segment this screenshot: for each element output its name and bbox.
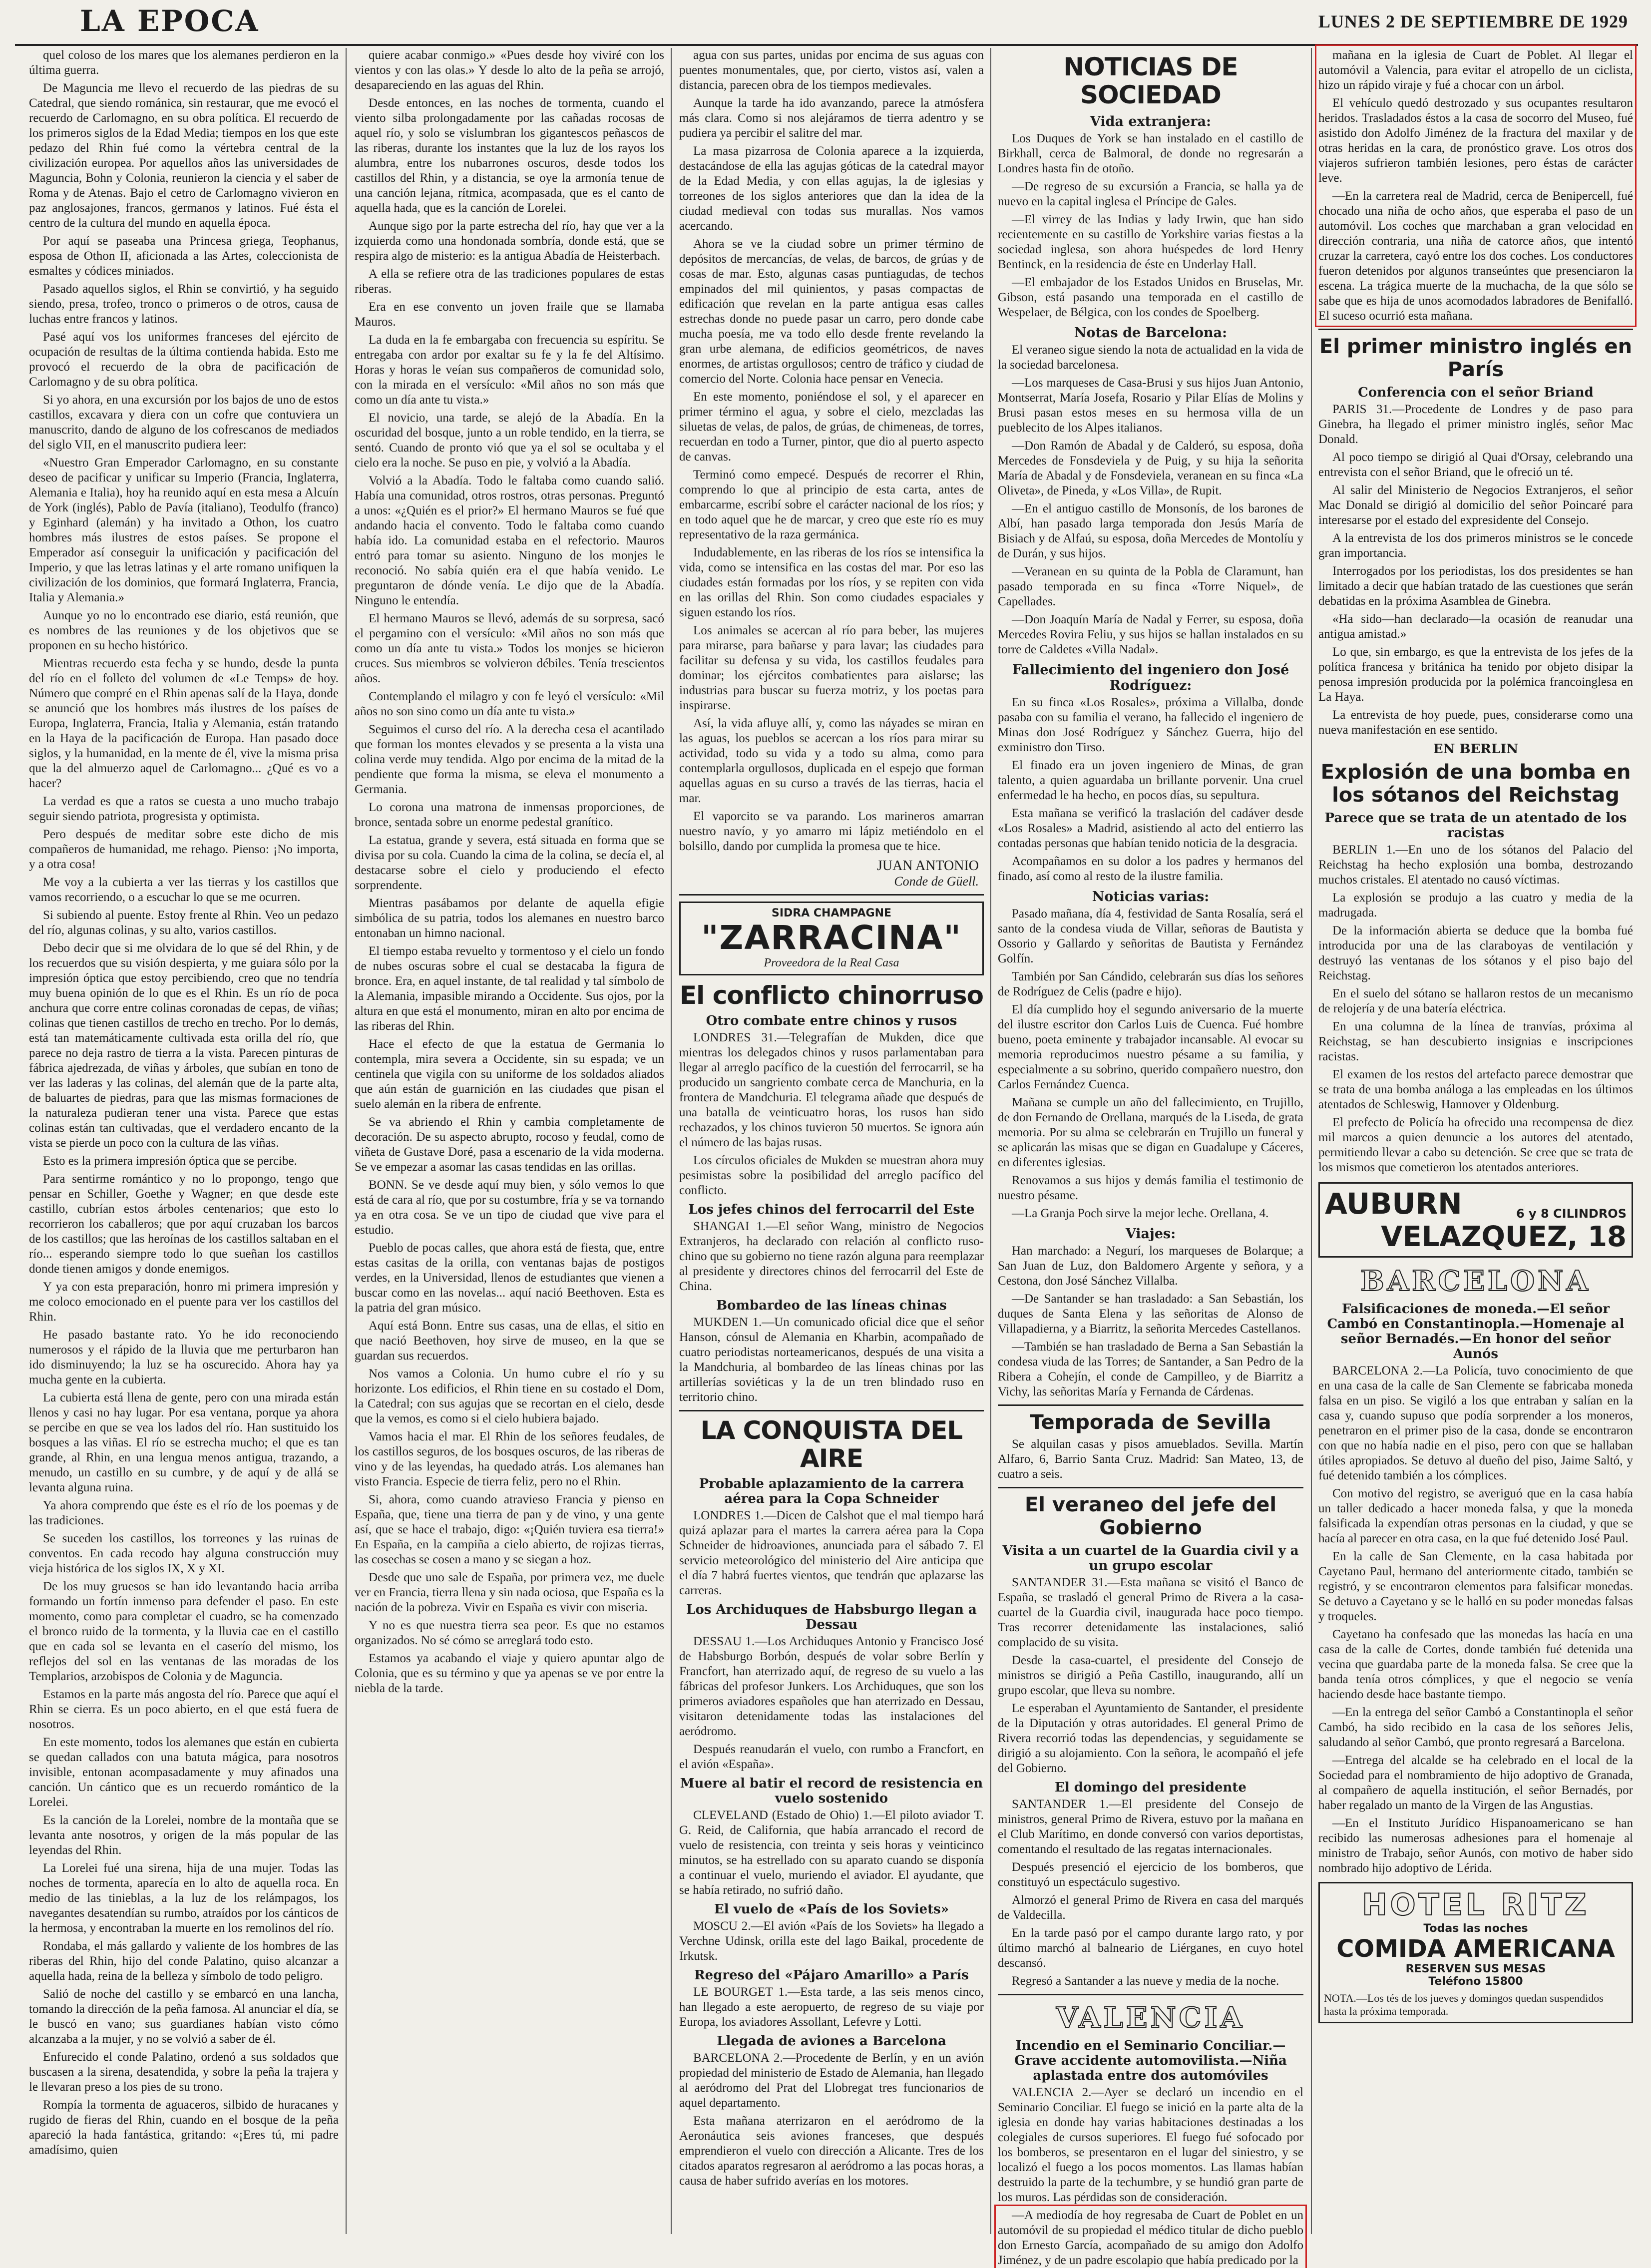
headline-temporada-de-sevilla: Temporada de Sevilla — [1030, 1411, 1271, 1434]
paragraph: Si yo ahora, en una excursión por los bajos de uno de estos castillos, excavara y diera con un cofre que contuviera un manuscrito, dando de alguno de los cofrescanos de mediados del siglo VII, en el manuscrito pudiera leer: — [29, 393, 339, 452]
paragraph: Al salir del Ministerio de Negocios Extranjeros, el señor Mac Donald se dirigió al domicilio del señor Poincaré para interesarse por el estado del expresidente del Consejo. — [1318, 483, 1633, 527]
paragraph: Seguimos el curso del río. A la derecha cesa el acantilado que forman los montes elevados y se presenta a la vista una colina verde muy tendida. Algo por encima de la mitad de la pendiente que forma la misma, se eleva el monumento a Germania. — [355, 723, 664, 796]
author-title: Conde de Güell. — [894, 874, 979, 889]
issue-date: LUNES 2 DE SEPTIEMBRE DE 1929 — [1318, 11, 1628, 31]
rhin-article-part3 — [679, 48, 984, 854]
subheadline: Llegada de aviones a Barcelona — [717, 2034, 946, 2049]
sociedad-paragraphs-3 — [998, 695, 1303, 884]
paragraph: En este momento, todos los alemanes que están en cubierta se quedan callados con una batuta mágica, para nosotros invisible, entonan acompasadamente y muy afinados una canción. Un cántico que es un recuerdo romántico de la Lorelei. — [29, 1736, 339, 1809]
paragraph: quel coloso de los mares que los alemanes perdieron en la última guerra. — [29, 48, 339, 77]
column-rule — [990, 48, 991, 2234]
paragraph: El prefecto de Policía ha ofrecido una recompensa de diez mil marcos a quien denuncie a los autores del atentado, permitiendo llevar a cabo su detención. Se cree que se trata de los mismos que cometieron los atentados anteriores. — [1318, 1116, 1633, 1174]
paragraph: Vamos hacia el mar. El Rhin de los señores feudales, de los castillos seguros, de los bosques oscuros, de las riberas de vino y de las leyendas, ha quedado atrás. Los alemanes han visto Francia. Especie de tierra feliz, pero no el Rhin. — [355, 1430, 664, 1488]
paragraph: Aunque yo no lo encontrado ese diario, está reunión, que es nombres de las reuniones y de los objetivos que se proponen en su hecho histórico. — [29, 609, 339, 652]
paragraph: Almorzó el general Primo de Rivera en casa del marqués de Valdecilla. — [998, 1893, 1303, 1922]
paragraph: En la tarde pasó por el campo durante largo rato, y por último marchó al balneario de Liérganes, en cuyo hotel descansó. — [998, 1926, 1303, 1970]
subheadline: Los jefes chinos del ferrocarril del Este — [688, 1202, 975, 1217]
subheadline: Viajes: — [1125, 1226, 1176, 1242]
paragraph: La cubierta está llena de gente, pero con una mirada están llenos y casi no hay lugar. Por esa ventana, porque ya ahora se percibe en que se vea los lados del río. Han sustituido los bosques a las viñas. El río se estrecha mucho; el que es tan grande, al Rhin, en una lengua menos antigua, trazando, a menudo, un castillo en su cumbre, y de aquí y de allá se levanta alguna ruina. — [29, 1391, 339, 1494]
paragraph: Desde entonces, en las noches de tormenta, cuando el viento silba prolongadamente por las cañadas rocosas de aquel río, y solo se vislumbran los gigantescos peñascos de las riberas, durante los instantes que la luz de los rayos los alumbra, entre los nubarrones oscuros, desde todos los castillos del Rhin, y a distancia, se oye la armonía tenue de una canción lejana, rítmica, acompasada, que es el canto de aquella hada, que es la canción de Lorelei. — [355, 96, 664, 215]
paragraph: El hermano Mauros se llevó, además de su sorpresa, sacó el pergamino con el versículo: «Mil años no son más que como un día ante tu vista.» Todos los monjes se hicieron cruces. Sus miembros se volvieron débiles. Tenía trescientos años. — [355, 612, 664, 685]
headline-noticias-de-sociedad: NOTICIAS DE SOCIEDAD — [1063, 52, 1238, 109]
paragraph: A la entrevista de los dos primeros ministros se le concede gran importancia. — [1318, 531, 1633, 560]
aire-paragraphs-3 — [679, 1808, 984, 1898]
valencia-paragraphs — [998, 2085, 1303, 2205]
paragraph: Mientras recuerdo esta fecha y se hundo, desde la punta del río en el folleto del volumen de «Le Temps» de hoy. Número que compré en el Rhin apenas salí de la Haya, donde se anunció que los hombres más ilustres de los países de Europa, Inglaterra, Francia, Italia y Alemania, están tratando en la Haya de la pacificación de Europa. Han pasado doce siglos, y la humanidad, en la mente de él, vive la misma prisa que la del almuerzo aquel de Carlomagno... ¿Qué es vo a hacer? — [29, 657, 339, 790]
paragraph: BERLIN 1.—En uno de los sótanos del Palacio del Reichstag ha hecho explosión una bomba, destrozando muchos cristales. El atentado no causó víctimas. — [1318, 843, 1633, 887]
veraneo-paragraphs-2 — [998, 1797, 1303, 1989]
rhin-article-part1 — [29, 48, 339, 2158]
paragraph: Se suceden los castillos, los torreones y las ruinas de conventos. En cada recodo hay alguna construcción muy vieja histórica de los siglos IX, X y XI. — [29, 1532, 339, 1575]
hotel-ritz-ad — [1318, 1882, 1633, 2023]
paragraph: El novicio, una tarde, se alejó de la Abadía. En la oscuridad del bosque, junto a un roble tendido, en la tierra, se sentó. Cuando de pronto vió que ya el sol se ocultaba y el cielo era la noche. Se puso en pie, y volvió a la Abadía. — [355, 411, 664, 469]
divider — [998, 1404, 1303, 1406]
aire-paragraphs-2 — [679, 1634, 984, 1772]
rhin-article-part2 — [355, 48, 664, 1696]
chino-paragraphs-3 — [679, 1315, 984, 1405]
veraneo-paragraphs — [998, 1575, 1303, 1776]
paragraph: Al poco tiempo se dirigió al Quai d'Orsay, celebrando una entrevista con el señor Briand, que le ofreció un té. — [1318, 451, 1633, 479]
headline-explosion-reichstag: Explosión de una bomba en los sótanos del Reichstag — [1320, 761, 1631, 807]
paragraph: —En el Instituto Jurídico Hispanoamericano se han recibido las numerosas adhesiones para el homenaje al ministro de Trabajo, señor Aunós, con motivo de haber sido nombrado hijo adoptivo de Lérida. — [1318, 1816, 1633, 1875]
ad-address: VELAZQUEZ, 18 — [1381, 1221, 1627, 1253]
paragraph: Pasé aquí vos los uniformes franceses del ejército de ocupación de resultas de la última contienda habida. Esto me provocó el recuerdo de la obra de pacificación de Carlomagno y de su obra política. — [29, 330, 339, 389]
paragraph: En su finca «Los Rosales», próxima a Villalba, donde pasaba con su familia el verano, ha fallecido el ingeniero de Minas don José Rodríguez y Sánchez Guerra, hijo del exministro don Tirso. — [998, 696, 1303, 754]
paragraph: El examen de los restos del artefacto parece demostrar que se trata de una bomba análoga a las empleadas en los últimos atentados de Schleswig, Hannover y Oldenburg. — [1318, 1068, 1633, 1111]
paragraph: Aquí está Bonn. Entre sus casas, una de ellas, el sitio en que nació Beethoven, hoy sirve de museo, en la que se guardan sus recuerdos. — [355, 1319, 664, 1362]
paragraph: Los animales se acercan al río para beber, las mujeres para mirarse, para bañarse y para lavar; las ciudades para facilitar su defensa y su vida, los castillos feudales para dominar; los ejércitos combatientes para aislarse; las industrias para buscar su fuerza motriz, y los poetas para inspirarse. — [679, 624, 984, 712]
paragraph: Le esperaban el Ayuntamiento de Santander, el presidente de la Diputación y otras autoridades. El general Primo de Rivera recorrió todas las dependencias, y seguidamente se dirigió a su alojamiento. Con la señora, le acompañó el jefe del Gobierno. — [998, 1702, 1303, 1775]
paragraph: «Ha sido—han declarado—la ocasión de reanudar una antigua amistad.» — [1318, 612, 1633, 641]
paragraph: Regresó a Santander a las nueve y media de la noche. — [1012, 1974, 1279, 1988]
paragraph: Esto es la primera impresión óptica que se percibe. — [43, 1154, 297, 1168]
paragraph: Lo corona una matrona de inmensas proporciones, de bronce, sentada sobre un enorme pedestal granítico. — [355, 801, 664, 829]
subheadline: Falsificaciones de moneda.—El señor Cambó en Constantinopla.—Homenaje al señor Bernadés.—En honor del señor Aunós — [1327, 1302, 1625, 1361]
paragraph: En este momento, poniéndose el sol, y el aparecer en primer término el agua, y sobre el cielo, mezcladas las siluetas de velas, de palos, de grúas, de chimeneas, de torres, recuerdan en todo a Turner, pintor, que dio al puerto aspecto de canvas. — [679, 390, 984, 463]
subheadline: Parece que se trata de un atentado de los racistas — [1324, 811, 1627, 841]
paragraph: Rompía la tormenta de aguaceros, silbido de huracanes y rugido de fieras del Rhin, cuando en el bosque de la peña apareció la hada fantástica, gritando: «¡Eres tú, mi padre amadísimo, quien — [29, 2098, 339, 2157]
paragraph: El día cumplido hoy el segundo aniversario de la muerte del ilustre escritor don Carlos Luis de Cuenca. Fué hombre bueno, poeta eminente y trabajador incansable. Al evocar su memoria reproducimos nuestro pésame a su familia, y especialmente a su sobrino, querido compañero nuestro, don Carlos Fernández Cuenca. — [998, 1003, 1303, 1091]
paragraph: Indudablemente, en las riberas de los ríos se intensifica la vida, como se intensifica en las costas del mar. Por eso las ciudades están formadas por los ríos, y se repiten con vida en las orillas del Rhin. Son como ciudades espaciales y siguen estando los ríos. — [679, 546, 984, 619]
paragraph: Debo decir que si me olvidara de lo que sé del Rhin, y de los recuerdos que su visión despierta, y me guiara sólo por la impresión óptica que estoy percibiendo, creo que no tendría muy buena opinión de lo que es el Rhin. Es un río de poca anchura que corre entre colinas coronadas de cepas, de viñas; colinas que tienen castillos de trecho en trecho. Por lo demás, está tan matemáticamente cultivada esta orilla del río, que parece no deja rastro de tierra a la vista. Parecen pinturas de fábrica ajedrezada, de viñas y árboles, que subían en tono de ver las laderas y las colinas, del alemán que de la parte alta, de baluartes de piedras, para que las mismas formaciones de la naturaleza pudieran tener una vista. Parece que estas colinas están tan cultivadas, que el verdadero encanto de la vista se pierde un poco con la cultura de las viñas. — [29, 941, 339, 1150]
headline-conflicto-chinorruso: El conflicto chinorruso — [680, 981, 983, 1010]
paragraph: En la calle de San Clemente, en la casa habitada por Cayetano Paul, hermano del anteriormente citado, también se registró, y se encontraron elementos para falsificar monedas. Se detuvo a Cayetano y se le halló en su poder monedas falsas y troqueles. — [1318, 1550, 1633, 1623]
ad-subline: Proveedora de la Real Casa — [764, 956, 899, 969]
paragraph: Si subiendo al puente. Estoy frente al Rhin. Veo un pedazo del río, algunas colinas, y su alto, varios castillos. — [29, 908, 339, 937]
paragraph: Y ya con esta preparación, honro mi primera impresión y me coloco emocionado en el puente para ver los castillos del Rhin. — [29, 1280, 339, 1324]
paragraph: —Entrega del alcalde se ha celebrado en el local de la Sociedad para el nombramiento de hijo adoptivo de Granada, al compañero de aquella institución, el señor Bernadés, por haber regalado un manto de la Virgen de las Angustias. — [1318, 1754, 1633, 1812]
sociedad-paragraphs-5 — [998, 1244, 1303, 1399]
subheadline: Conferencia con el señor Briand — [1358, 385, 1594, 400]
paragraph: PARIS 31.—Procedente de Londres y de paso para Ginebra, ha llegado el primer ministro inglés, señor Mac Donald. — [1318, 403, 1633, 446]
paragraph: En el suelo del sótano se hallaron restos de un mecanismo de relojería y de una batería eléctrica. — [1318, 987, 1633, 1015]
paragraph: Con motivo del registro, se averiguó que en la casa había un taller dedicado a hacer moneda falsa, y que la moneda falsificada la expendían otras personas en la ciudad, y que se hacía al parecer en otra casa, en la que fué detenido José Paul. — [1318, 1487, 1633, 1545]
paragraph: Salió de noche del castillo y se embarcó en una lancha, tomando la dirección de la peña famosa. Al anunciar el día, se le buscó en vano; sus guardianes habían visto cómo alcanzaba a la mujer, y no se volvió a saber de él. — [29, 1987, 339, 2046]
column-1 — [29, 48, 339, 2234]
valencia-accident-continuation — [1318, 48, 1633, 324]
subheadline: Otro combate entre chinos y rusos — [706, 1013, 957, 1028]
paragraph: Pasado aquellos siglos, el Rhin se convirtió, y ha seguido siendo, presa, trofeo, tronco o primeros o de otros, causa de luchas entre francos y latinos. — [29, 282, 339, 326]
paragraph: Cayetano ha confesado que las monedas las hacía en una casa de la calle de Cortes, donde también fué detenida una vecina que guardaba parte de la moneda falsa. Se cree que la banda tenía otros cómplices, y que el negocio se venía haciendo desde hace bastante tiempo. — [1318, 1628, 1633, 1701]
author-name: JUAN ANTONIO — [876, 858, 979, 874]
headline-primer-ministro-ingles: El primer ministro inglés en París — [1319, 335, 1633, 381]
paragraph: Los Duques de York se han instalado en el castillo de Birkhall, cerca de Balmoral, de donde no regresarán a Londres hasta fin de otoño. — [998, 132, 1303, 175]
paragraph: El vehículo quedó destrozado y sus ocupantes resultaron heridos. Trasladados éstos a la casa de socorro del Museo, fué asistido don Adolfo Jiménez de la fractura del maxilar y de otras heridas en la cara, de pronóstico grave. Los otros dos viajeros sufrieron también lesiones, pero éstas de carácter leve. — [1318, 96, 1633, 185]
divider — [679, 894, 984, 896]
subheadline: Notas de Barcelona: — [1074, 325, 1228, 341]
column-rule — [346, 48, 347, 2234]
aire-paragraphs-5 — [679, 1985, 984, 2030]
paragraph: Desde la casa-cuartel, el presidente del Consejo de ministros se dirigió a Peña Castillo, inaugurando, allí un grupo escolar, que lleva su nombre. — [998, 1654, 1303, 1697]
subheadline: Fallecimiento del ingeniero don José Rodríguez: — [1012, 662, 1289, 693]
aire-paragraphs — [679, 1508, 984, 1598]
paragraph: La duda en la fe embargaba con frecuencia su espíritu. Se entregaba con ardor por exaltar su fe y la fe del Altísimo. Horas y horas le veían sus compañeros de comunidad solo, con la mirada en el versículo: «Mil años no son más que como un día ante tu vista.» — [355, 333, 664, 407]
paragraph: Después presenció el ejercicio de los bomberos, que constituyó un espectáculo sugestivo. — [998, 1860, 1303, 1889]
article-signature — [679, 858, 979, 889]
paragraph: «Nuestro Gran Emperador Carlomagno, en su constante deseo de pacificar y unificar su Imperio (Francia, Inglaterra, Alemania e Italia), hoy ha reunido aquí en esta mesa a Alcuín de York (inglés), Pablo de Pavía (italiano), Teodulfo (franco) y Eginhard (alemán) y ha invitado a Othon, los cuatro hombres más ilustres de estos países. Se propone el Emperador así conseguir la unificación y pacificación del Imperio, y que las letras latinas y el arte romano unifiquen la civilización de los dominios, que formará Inglaterra, Francia, Italia y Alemania.» — [29, 456, 339, 604]
paragraph: Acompañamos en su dolor a los padres y hermanos del finado, así como al resto de la ilustre familia. — [998, 855, 1303, 883]
headline-conquista-del-aire: LA CONQUISTA DEL AIRE — [700, 1416, 963, 1473]
chino-paragraphs-2 — [679, 1219, 984, 1294]
paragraph: Desde que uno sale de España, por primera vez, me duele ver en Francia, tierra llena y sin nada ociosa, que España es la nación de la pobreza. Vivir en España es vivir con miseria. — [355, 1571, 664, 1614]
headline-valencia: VALENCIA — [1056, 2001, 1245, 2034]
paragraph: Es la canción de la Lorelei, nombre de la montaña que se levanta ante nosotros, y origen de la más popular de las leyendas del Rhin. — [29, 1814, 339, 1857]
paragraph: Interrogados por los periodistas, los dos presidentes se han limitado a decir que habían tratado de las cuestiones que serán debatidas en la próxima Asamblea de Ginebra. — [1318, 564, 1633, 608]
paragraph: LONDRES 31.—Telegrafían de Mukden, dice que mientras los delegados chinos y rusos parlamentaban para llegar al arreglo pacífico de la cuestión del ferrocarril, se ha producido un sangriento combate cerca de Manchuria, en la frontera de Mandchuria. El telegrama añade que después de una batalla de veinticuatro horas, los rusos han sido rechazados, y los chinos tuvieron 50 muertos. Se ignora aún el número de las bajas rusas. — [679, 1031, 984, 1149]
divider — [998, 1994, 1303, 1995]
hotel-menu: COMIDA AMERICANA — [1336, 1935, 1615, 1963]
paragraph: A ella se refiere otra de las tradiciones populares de estas riberas. — [355, 267, 664, 296]
paragraph: Lo que, sin embargo, es que la entrevista de los jefes de la política francesa y británica ha tenido por objeto disipar la penosa impresión producida por la polémica francoinglesa en La Haya. — [1318, 645, 1633, 704]
paragraph: Han marchado: a Negurí, los marqueses de Bolarque; a San Juan de Luz, don Baldomero Argente y señora, y a Cestona, don José Sánchez Villalba. — [998, 1244, 1303, 1288]
headline-veraneo-jefe-gobierno: El veraneo del jefe del Gobierno — [1024, 1493, 1277, 1539]
subheadline: Probable aplazamiento de la carrera aérea para la Copa Schneider — [699, 1476, 964, 1506]
subheadline: Visita a un cuartel de la Guardia civil y a un grupo escolar — [1002, 1543, 1299, 1573]
paragraph: —También se han trasladado de Berna a San Sebastián la condesa viuda de las Torres; de Santander, a San Pedro de la Ribera a Cohejín, el conde de Campilleo, y de Biarritz a Vichy, las señoritas María y Fernanda de Cárdenas. — [998, 1340, 1303, 1398]
paragraph: Así, la vida afluye allí, y, como las náyades se miran en las aguas, los pueblos se acercan a los ríos para mirar su actividad, todo su vida y a todo su alma, como para contemplarla orgullosos, duplicada en el espejo que forman aquellas aguas en su curso a través de las tierras, hacia el mar. — [679, 717, 984, 805]
aire-paragraphs-6 — [679, 2051, 984, 2189]
column-rule — [1311, 48, 1312, 2234]
paragraph: —Don Ramón de Abadal y de Calderó, su esposa, doña Mercedes de Fonsdeviela y de Puig, y su hija la señorita María de Abadal y de Fonsdeviela, veranean en su finca «La Oliveta», de Pineda, y «Los Villa», de Rupit. — [998, 439, 1303, 497]
subheadline: Bombardeo de las líneas chinas — [716, 1298, 947, 1313]
paragraph: Y no es que nuestra tierra sea peor. Es que no estamos organizados. No sé cómo se arreglará todo esto. — [355, 1619, 664, 1647]
ad-brand: AUBURN — [1325, 1187, 1462, 1221]
paragraph: —La Granja Poch sirve la mejor leche. Orellana, 4. — [1012, 1207, 1269, 1220]
paragraph: SANTANDER 1.—El presidente del Consejo de ministros, general Primo de Rivera, estuvo por la mañana en el Club Marítimo, en donde conversó con varios deportistas, comentando el resultado de las regatas internacionales. — [998, 1798, 1303, 1856]
paragraph: Volvió a la Abadía. Todo le faltaba como cuando salió. Había una comunidad, otros rostros, otras personas. Preguntó a unos: «¿Quién es el prior?» El hermano Mauros se fué que andando hacia el convento. Todo le faltaba como cuando había ido. La comunidad estaba en el refectorio. Mauros entró para tomar su asiento. Ninguno de los monjes le reconoció. No sabía quién era el que había venido. Le preguntaron de dónde venía. Le dijo que de la Abadía. Ninguno le entendía. — [355, 474, 664, 607]
paragraph: La Lorelei fué una sirena, hija de una mujer. Todas las noches de tormenta, aparecía en lo alto de aquella roca. En medio de las tinieblas, a la luz de los relámpagos, los navegantes desatendían su rumbo, atraídos por los cánticos de la hermosa, y encontraban la muerte en los remolinos del río. — [29, 1861, 339, 1935]
paragraph: Ahora se ve la ciudad sobre un primer término de depósitos de mercancías, de velas, de barcos, de grúas y de cosas de mar. Esto, algunas casas puntiagudas, de techos empinados del mil quinientos, y pasas compactas de edificación que revelan en la parte antigua esas calles estrechas donde no puede pasar un carro, pero donde cabe mucha poesía, me va todo ello desde frente revelando la gran urbe alemana, de edificios geométricos, de naves enormes, de artistas orgullosos; centro de tráfico y ciudad de comercio del Norte. Colonia hace pensar en Venecia. — [679, 237, 984, 386]
paragraph: —El virrey de las Indias y lady Irwin, que han sido recientemente en su castillo de Yorkshire varias fiestas a la sociedad inglesa, son ahora huéspedes de lord Henry Bentinck, en la residencia de éste en Underlay Hall. — [998, 213, 1303, 271]
aire-paragraphs-4 — [679, 1919, 984, 1964]
subheadline: Vida extranjera: — [1090, 114, 1212, 129]
subheadline: El vuelo de «País de los Soviets» — [714, 1902, 949, 1917]
headline-barcelona: BARCELONA — [1360, 1265, 1591, 1298]
divider — [1318, 329, 1633, 330]
paragraph: —De Santander se han trasladado: a San Sebastián, los duques de Santa Elena y las señoritas de Alonso de Villapadierna, y a Biarritz, la señorita Mercedes Castellanos. — [998, 1292, 1303, 1336]
paragraph: VALENCIA 2.—Ayer se declaró un incendio en el Seminario Conciliar. El fuego se inició en la parte alta de la iglesia en donde hay varias habitaciones destinadas a los colegiales de cursos superiores. El fuego fué sofocado por los bomberos, se presentaron en el lugar del siniestro, y se localizó el fuego a los pocos momentos. Las llamas habían destruido la parte de la techumbre, y se hundió gran parte de los muros. Las pérdidas son de consideración. — [998, 2086, 1303, 2204]
paragraph: —Los marqueses de Casa-Brusi y sus hijos Juan Antonio, Montserrat, María Josefa, Rosario y Pilar Elías de Molins y Brusi pasan estos meses en su hermosa villa de un pueblecito de los Alpes italianos. — [998, 376, 1303, 435]
paragraph: En una columna de la línea de tranvías, próxima al Reichstag, se han descubierto insignias e inscripciones racistas. — [1318, 1020, 1633, 1063]
paragraph: DESSAU 1.—Los Archiduques Antonio y Francisco José de Habsburgo Borbón, después de volar sobre Berlín y Francfort, han aterrizado aquí, de regreso de su vuelo a las fábricas del profesor Junkers. Los Archiduques, que son los primeros aviadores españoles que han aterrizado en Dessau, visitaron detenidamente todas las instalaciones del aeródromo. — [679, 1635, 984, 1738]
ad-top-line: SIDRA CHAMPAGNE — [771, 907, 892, 919]
divider — [998, 1487, 1303, 1488]
paragraph: —En el antiguo castillo de Monsonís, de los barones de Albí, han pasado larga temporada don Jesús María de Bisiach y de Alfaú, su esposa, doña Mercedes de Montolíu y de Durán, y sus hijos. — [998, 502, 1303, 560]
paragraph: Me voy a la cubierta a ver las tierras y los castillos que vamos recorriendo, o a escuchar lo que se me ocurren. — [29, 876, 339, 904]
paragraph: Aunque sigo por la parte estrecha del río, hay que ver a la izquierda como una hondonada sombría, donde está, que se respira algo de misterio: es la antigua Abadía de Heisterbach. — [355, 219, 664, 263]
subheadline: Incendio en el Seminario Conciliar.—Grave accidente automovilista.—Niña aplastada entre dos automóviles — [1014, 2038, 1287, 2083]
paragraph: Mañana se cumple un año del fallecimiento, en Trujillo, de don Fernando de Orellana, marqués de la Liseda, de grata memoria. Por su alma se celebrarán en Trujillo un funeral y se aplicarán las misas que se digan en Guadalupe y Cáceres, en diferentes iglesias. — [998, 1096, 1303, 1169]
paragraph: BARCELONA 2.—Procedente de Berlín, y en un avión propiedad del ministerio de Estado de Alemania, han llegado al aeródromo del Prat del Llobregat tres funcionarios de aquel departamento. — [679, 2051, 984, 2110]
paragraph: Ya ahora comprendo que éste es el río de los poemas y de las tradiciones. — [29, 1499, 339, 1527]
paragraph: Esta mañana aterrizaron en el aeródromo de la Aeronáutica seis aviones franceses, que después emprendieron el vuelo con dirección a Alicante. Tres de los citados aparatos regresaron al aeródromo a las pocas horas, a causa de haber sufrido averías en los motores. — [679, 2114, 984, 2188]
divider — [679, 1410, 984, 1411]
paragraph: De Maguncia me llevo el recuerdo de las piedras de su Catedral, que siendo románica, sin restaurar, que me evocó el recuerdo de Carlomagno, en su obra política. El recuerdo de los primeros siglos de la Edad Media; tiempos en los que este pedazo del Rhin fué como la vértebra central de la civilización europea. Por aquellos años las universidades de Maguncia, Bohn y Colonia, reunieron la ciencia y el saber de Roma y de Atenas. Bajo el cetro de Carlomagno vivieron en paz anglosajones, francos, germanos y latinos. Fué ésta el centro de la cultura del mundo en aquella época. — [29, 81, 339, 230]
paragraph: LE BOURGET 1.—Esta tarde, a las seis menos cinco, han llegado a este aeropuerto, de regreso de su viaje por Europa, los aviadores Assollant, Lefevre y Lotti. — [679, 1985, 984, 2029]
column-2 — [355, 48, 664, 2234]
paragraph: MUKDEN 1.—Un comunicado oficial dice que el señor Hanson, cónsul de Alemania en Kharbin, acompañado de cuatro periodistas norteamericanos, después de una visita a la Mandchuria, al bombardeo de las líneas chinas por las artillerías soviéticas y la de un tren blindado ruso en territorio chino. — [679, 1316, 984, 1404]
paragraph: Hace el efecto de que la estatua de Germania lo contempla, mira severa a Occidente, sin su espada; ve un centinela que vigila con su uniforme de los soldados aliados que aún están de guarnición en las ciudades que pisan el suelo alemán en la ribera de enfrente. — [355, 1037, 664, 1111]
hotel-note: NOTA.—Los tés de los jueves y domingos quedan suspendidos hasta la próxima temporada. — [1324, 1992, 1604, 2017]
auburn-ad — [1318, 1182, 1633, 1258]
paragraph: Enfurecido el conde Palatino, ordenó a sus soldados que buscasen a la sirena, desatendida, y sobre la peña la trajera y le llevaran preso a los pies de su trono. — [29, 2050, 339, 2094]
hotel-name: HOTEL RITZ — [1362, 1887, 1590, 1922]
subheadline: El domingo del presidente — [1055, 1780, 1246, 1795]
paragraph: —Don Joaquín María de Nadal y Ferrer, su esposa, doña Mercedes Rovira Feliu, y sus hijos se hallan instalados en su torre de Caldetes «Villa Nadal». — [998, 613, 1303, 656]
paragraph: Se va abriendo el Rhin y cambia completamente de decoración. De su aspecto abrupto, rocoso y feudal, como de viñeta de Gustave Doré, pasa a escenario de la vida moderna. Se ve empezar a asomar las casas tendidas en las orillas. — [355, 1115, 664, 1174]
paragraph: La entrevista de hoy puede, pues, considerarse como una nueva manifestación en ese sentido. — [1318, 708, 1633, 737]
paragraph: Aunque la tarde ha ido avanzando, parece la atmósfera más clara. Como si nos alejáramos de tierra adentro y se pudiera ya percibir el salitre del mar. — [679, 96, 984, 140]
hotel-line: Todas las noches — [1423, 1922, 1528, 1935]
paragraph: Para sentirme romántico y no lo propongo, tengo que pensar en Schiller, Goethe y Wagner; en que desde este castillo, cubrían estos árboles centenarios; que esto lo recorrieron los caballeros; que por aquí cruzaban los barcos de los castillos; que las heroínas de los castillos saltaban en el río... esperando siempre todo lo que sueñan los castillos donde tienen amigos y donde enemigos. — [29, 1172, 339, 1276]
paragraph: Pueblo de pocas calles, que ahora está de fiesta, que, entre estas casitas de la orilla, con ventanas bajas de postigos verdes, en la Universidad, llenos de estudiantes que vienen a buscar como en las novelas... aquí nació Beethoven. Esta es la patria del gran músico. — [355, 1241, 664, 1315]
paragraph: Después reanudarán el vuelo, con rumbo a Francfort, en el avión «España». — [679, 1743, 984, 1771]
paragraph: SHANGAI 1.—El señor Wang, ministro de Negocios Extranjeros, ha declarado con relación al conflicto ruso-chino que su gobierno no tiene razón alguna para reemplazar al presidente y directores chinos del ferrocarril del Este de China. — [679, 1220, 984, 1293]
ad-cylinders: 6 y 8 CILINDROS — [1516, 1207, 1627, 1221]
paragraph: mañana en la iglesia de Cuart de Poblet. Al llegar el automóvil a Valencia, para evitar el atropello de un ciclista, hizo un rápido viraje y fué a chocar con un árbol. — [1318, 48, 1633, 92]
paragraph: CLEVELAND (Estado de Ohio) 1.—El piloto aviador T. G. Reid, de California, que había arrancado el record de vuelo de resistencia, con treinta y seis horas y veinticinco minutos, se ha estrellado con su aparato cuando se disponía a continuar el vuelo, muriendo el aviador. El ayudante, que se había retirado, no sufrió daño. — [679, 1809, 984, 1897]
paragraph: El tiempo estaba revuelto y tormentoso y el cielo un fondo de nubes oscuras sobre el cual se destacaba la figura de bronce. Era, en aquel instante, de tal realidad y tal símbolo de la Alemania, impasible mirando a Occidente. Sus ojos, por la altura en que está el monumento, miran en alto por encima de las riberas del Rhin. — [355, 944, 664, 1033]
paragraph: Estamos en la parte más angosta del río. Parece que aquí el Rhin se cierra. Es un poco abierto, en el que está fuera de nosotros. — [29, 1688, 339, 1731]
berlin-paragraphs — [1318, 843, 1633, 1175]
sevilla-text: Se alquilan casas y pisos amueblados. Sevilla. Martín Alfaro, 6, Barrio Santa Cruz. Madrid: San Mateo, 13, de cuatro a seis. — [998, 1437, 1303, 1481]
subheadline: Regreso del «Pájaro Amarillo» a París — [694, 1968, 969, 1983]
paragraph: He pasado bastante rato. Yo he ido reconociendo numerosos y el rápido de la lluvia que me perturbaron han ido disminuyendo; la luz se ha oscurecido. Ahora hay ya mucha gente en la cubierta. — [29, 1328, 339, 1386]
paragraph: Esta mañana se verificó la traslación del cadáver desde «Los Rosales» a Madrid, asistiendo al acto del entierro las contadas personas que habían tenido noticia de la desgracia. — [998, 807, 1303, 850]
paragraph: La masa pizarrosa de Colonia aparece a la izquierda, destacándose de ella las agujas góticas de la catedral mayor de la Edad Media, y con ellas agujas, la de iglesias y torreones de los siglos anteriores que dan la idea de la ciudad medieval con todas sus murallas. Nos vamos acercando. — [679, 144, 984, 233]
chino-paragraphs — [679, 1030, 984, 1198]
barcelona-paragraphs — [1318, 1363, 1633, 1876]
paragraph: Mientras pasábamos por delante de aquella efigie simbólica de su patria, todos los alemanes en nuestro barco entonaban un himno nacional. — [355, 897, 664, 940]
paragraph: BONN. Se ve desde aquí muy bien, y sólo vemos lo que está de cara al río, que por su costumbre, fría y se va tornando ya en otra cosa. Se ve un tipo de ciudad que vive para el estudio. — [355, 1178, 664, 1237]
paragraph: Era en ese convento un joven fraile que se llamaba Mauros. — [355, 300, 664, 329]
column-4 — [998, 48, 1303, 2267]
sociedad-paragraphs-4 — [998, 907, 1303, 1221]
paragraph: De la información abierta se deduce que la bomba fué introducida por una de las claraboyas de ventilación y destruyó las ventanas de los sótanos y el piso bajo del Reichstag. — [1318, 924, 1633, 982]
subheadline: Los Archiduques de Habsburgo llegan a Dessau — [686, 1602, 977, 1632]
paragraph: —En la carretera real de Madrid, cerca de Benipercell, fué chocado una niña de ocho años, que esperaba el paso de un automóvil. Los coches que marchaban a gran velocidad en dirección contraria, una niña de catorce años, que intentó cruzar la carretera, cayó entre los dos coches. Los conductores fueron detenidos por algunos transeúntes que presenciaron la escena. La trágica muerte de la muchacha, de la que sólo se sabe que es hija de unos acomodados labradores de Benifalló. El suceso ocurrió esta mañana. — [1318, 189, 1633, 323]
paragraph: La estatua, grande y severa, está situada en forma que se divisa por su cola. Cuando la cima de la colina, se decía el, al destacarse sobre el cielo y produciendo el efecto sorprendente. — [355, 834, 664, 892]
paragraph: —El embajador de los Estados Unidos en Bruselas, Mr. Gibson, está pasando una temporada en el castillo de Wespelaer, de Bélgica, con los condes de Spoelberg. — [998, 276, 1303, 319]
hotel-phone: Teléfono 15800 — [1428, 1975, 1523, 1988]
paragraph: El veraneo sigue siendo la nota de actualidad en la vida de la sociedad barcelonesa. — [998, 343, 1303, 372]
sociedad-paragraphs — [998, 131, 1303, 320]
paragraph: Por aquí se paseaba una Princesa griega, Teophanus, esposa de Othon II, aficionada a las Artes, coleccionista de esmaltes y códices miniados. — [29, 234, 339, 278]
ministro-paragraphs — [1318, 402, 1633, 738]
paragraph: LONDRES 1.—Dicen de Calshot que el mal tiempo hará quizá aplazar para el martes la carrera aérea para la Copa Schneider de hidroaviones, anunciada para el sábado 7. El servicio meteorológico del ministerio del Aire anticipa que el día 7 habrá fuertes vientos, que tendrán que aplazarse las carreras. — [679, 1509, 984, 1597]
paragraph: —Veranean en su quinta de la Pobla de Claramunt, han pasado temporada en su finca «Torre Niquel», de Capellades. — [998, 565, 1303, 608]
valencia-continued-paragraphs — [1318, 48, 1633, 324]
column-3 — [679, 48, 984, 2234]
paragraph: También por San Cándido, celebrarán sus días los señores de Rodríguez de Celis (padre e hijo). — [998, 970, 1303, 998]
column-5 — [1318, 48, 1633, 2234]
paragraph: SANTANDER 31.—Esta mañana se visitó el Banco de España, se trasladó el general Primo de Rivera a la casa-cuartel de la Guardia civil, inaugurada hace poco tiempo. Tras recorrer detenidamente las instalaciones, salió complacido de su visita. — [998, 1576, 1303, 1649]
newspaper-title: LA EPOCA — [80, 4, 260, 38]
section-label-berlin: EN BERLIN — [1433, 742, 1519, 757]
paragraph: Si, ahora, como cuando atravieso Francia y pienso en España, que, tiene una tierra de pan y de vino, y una gente así, que se hace el trabajo, digo: «¡Quién tuviera esa tierra!» En España, en la campiña a cielo abierto, de rojizas tierras, las cosechas se cosen a mano y se siegan a hoz. — [355, 1493, 664, 1566]
paragraph: Contemplando el milagro y con fe leyó el versículo: «Mil años no son sino como un día ante tu vista.» — [355, 690, 664, 718]
paragraph: —En la entrega del señor Cambó a Constantinopla el señor Cambó, ha sido recibido en la casa de los señores Jelis, saludando al señor Cambó, que pronto regresará a Barcelona. — [1318, 1706, 1633, 1749]
paragraph: De los muy gruesos se han ido levantando hacia arriba formando un fortín inmenso para defender el paso. En este momento, como para completar el cuadro, se ha comenzado el bronco ruido de la tormenta, y la lluvia cae en el castillo que en cada sol se levanta en el caserío del mismo, los reflejos del sol en las ventanas de las moradas de los Templarios, arzobispos de Colonia y de Maguncia. — [29, 1580, 339, 1683]
paragraph: quiere acabar conmigo.» «Pues desde hoy viviré con los vientos y con las olas.» Y desde lo alto de la peña se arrojó, desapareciendo en las aguas del Rhin. — [355, 48, 664, 92]
paragraph: Los círculos oficiales de Mukden se muestran ahora muy pesimistas sobre la posibilidad del arreglo pacífico del conflicto. — [679, 1154, 984, 1197]
subheadline: Noticias varias: — [1092, 889, 1210, 905]
subheadline: Muere al batir el record de resistencia en vuelo sostenido — [680, 1776, 983, 1806]
ad-brand: "ZARRACINA" — [701, 918, 962, 957]
masthead — [15, 4, 1638, 46]
paragraph: MOSCU 2.—El avión «País de los Soviets» ha llegado a Verchne Udinsk, orilla este del lago Baikal, procedente de Irkutsk. — [679, 1919, 984, 1963]
column-rule — [671, 48, 672, 2234]
paragraph: Pero después de meditar sobre este dicho de mis compañeros de humanidad, me rehago. Pienso: ¡No importa, y a otra cosa! — [29, 828, 339, 871]
paragraph: Pasado mañana, día 4, festividad de Santa Rosalía, será el santo de la condesa viuda de Villar, señoras de Bautista y Ossorio y Gallardo y señoritas de Bautista y Fernández Golfín. — [998, 907, 1303, 965]
paragraph: La verdad es que a ratos se cuesta a uno mucho trabajo seguir siendo patriota, progresista y optimista. — [29, 795, 339, 823]
paragraph: —De regreso de su excursión a Francia, se halla ya de nuevo en la capital inglesa el Príncipe de Gales. — [998, 180, 1303, 208]
paragraph: Renovamos a sus hijos y demás familia el testimonio de nuestro pésame. — [998, 1174, 1303, 1202]
paragraph: El vaporcito se va parando. Los marineros amarran nuestro navío, y yo amarro mi lápiz metiéndolo en el bolsillo, dando por cumplida la promesa que te hice. — [679, 810, 984, 853]
paragraph: El finado era un joven ingeniero de Minas, de gran talento, a quien aguardaba un brillante porvenir. Una cruel enfermedad le ha hecho, en pocos días, su sepultura. — [998, 759, 1303, 802]
paragraph: agua con sus partes, unidas por encima de sus aguas con puentes monumentales, que, por cierto, vistos así, valen a distancia, parecen obra de los tiempos medievales. — [679, 48, 984, 92]
paragraph: Nos vamos a Colonia. Un humo cubre el río y su horizonte. Los edificios, el Rhin tiene en su costado el Dom, la Catedral; con sus agujas que se recortan en el cielo, desde que la vemos, es como si el cielo hubiera bajado. — [355, 1367, 664, 1425]
sociedad-paragraphs-2 — [998, 343, 1303, 657]
valencia-accident-paragraph: —A mediodía de hoy regresaba de Cuart de Poblet en un automóvil de su propiedad el médico titular de dicho pueblo don Ernesto García, acompañado de su amigo don Adolfo Jiménez, y de un padre escolapio que había predicado por la — [998, 2209, 1303, 2267]
paragraph: Estamos ya acabando el viaje y quiero apuntar algo de Colonia, que es su término y que ya apenas se ve por entre la niebla de la tarde. — [355, 1652, 664, 1695]
hotel-reservations: RESERVEN SUS MESAS — [1405, 1963, 1546, 1975]
paragraph: Terminó como empecé. Después de recorrer el Rhin, comprendo lo que al principio de esta carta, antes de embarcarme, escribí sobre el carácter nacional de los ríos; y en todo aquel que he de marcar, y creo que este río es muy representativo de la raza germánica. — [679, 468, 984, 541]
paragraph: Rondaba, el más gallardo y valiente de los hombres de las riberas del Rhin, hijo del conde Palatino, quiso alcanzar a aquella hada, reina de la belleza y símbolo de todo peligro. — [29, 1939, 339, 1983]
zarracina-ad — [679, 902, 984, 975]
paragraph: La explosión se produjo a las cuatro y media de la madrugada. — [1318, 891, 1633, 919]
paragraph: BARCELONA 2.—La Policía, tuvo conocimiento de que en una casa de la calle de San Clemente se fabricaba moneda falsa en un piso. Se vigiló a los que entraban y salían en la casa y, cuando supuso que podía sorprender a los moneros, penetraron en el primer piso de la casa, donde se encontraron con que no había nadie en el piso, pero con que se hallaban útiles apropiados. Se detuvo al dueño del piso, Jaime Saltó, y fué detenido también a los cómplices. — [1318, 1364, 1633, 1482]
